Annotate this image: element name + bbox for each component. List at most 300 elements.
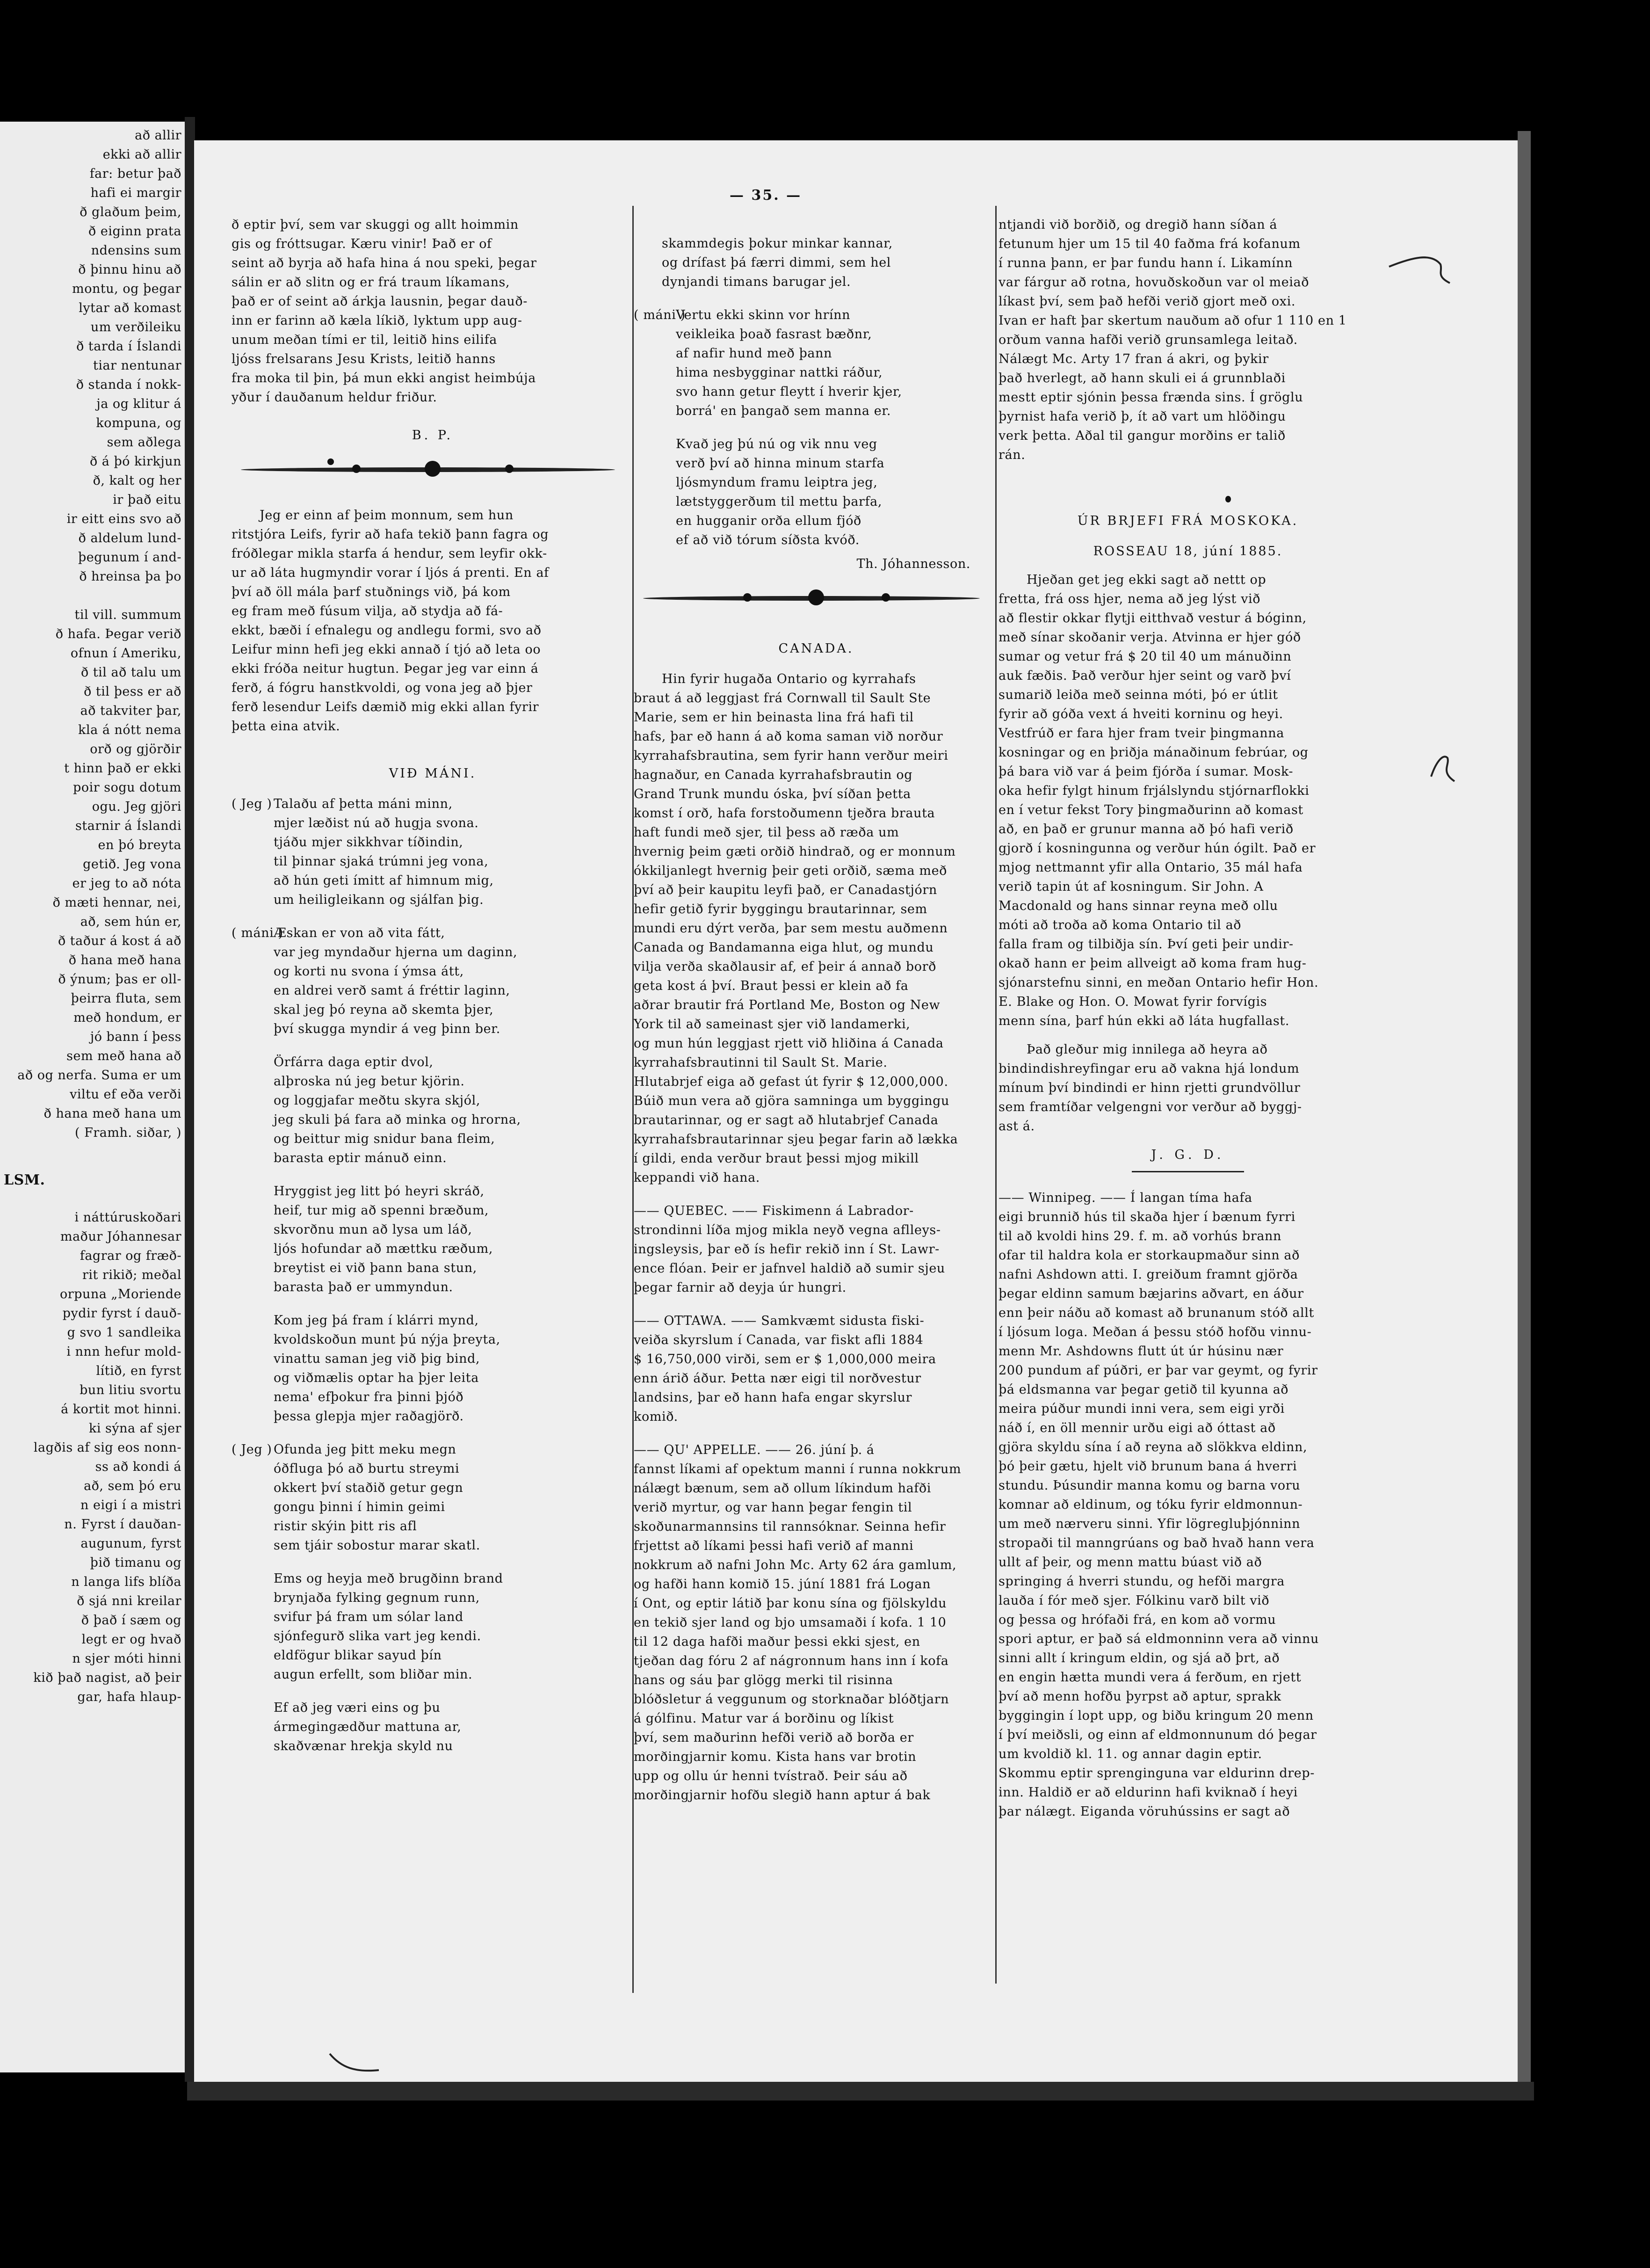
poem-line (232, 1497, 634, 1517)
news-line: til 12 daga hafði maður þessi ekki sjest, en (634, 1635, 920, 1649)
left-page-text-fragment: ofnun í Ameriku, (70, 646, 181, 661)
letter-line: menn sína, þarf hún ekki að láta hugfallast. (999, 1014, 1290, 1028)
news-line: fetunum hjer um 15 til 40 faðma frá kofanum (999, 237, 1301, 251)
news-line: keppandi við hana. (634, 1170, 760, 1185)
news-line: í Ont, og eptir látið þar konu sína og fjölskyldu (634, 1596, 947, 1611)
left-page-text-fragment: ð standa í nokk- (76, 378, 181, 392)
news-line: verið myrtur, og var hann þegar fengin til (634, 1500, 912, 1515)
article-line: ferð, á fógru hanstkvoldi, og vona jeg að þjer (232, 681, 533, 695)
news-line: var fárgur að rotna, hovuðskoðun var ol meiað (999, 275, 1310, 290)
news-line: komið. (634, 1410, 678, 1424)
left-page-text-fragment: ndensins sum (91, 243, 181, 258)
poem-line (232, 1607, 634, 1627)
poem-line (232, 1201, 634, 1220)
ornamental-divider (634, 583, 999, 611)
poem-line (232, 1388, 634, 1407)
article-line: því að öll mála þarf stuðnings við, þá kom (232, 585, 511, 599)
letter-line: okað hann er þeim allveigt að koma fram hug- (999, 956, 1307, 971)
letter-line: en í vetur fekst Tory þingmaðurinn að komast (999, 803, 1303, 817)
stanza-line: og viðmælis optar ha þjer leita (274, 1371, 479, 1385)
stanza-line: borrá' en þangað sem manna er. (676, 404, 891, 418)
stanza-line: að hún geti ímitt af himnum mig, (274, 873, 494, 888)
divider-rule (1132, 1171, 1244, 1172)
stanza-line: Kvað jeg þú nú og vik nnu veg (676, 437, 877, 451)
news-line: menn Mr. Ashdowns flutt út úr húsinu nær (999, 1344, 1284, 1359)
letter-signature: J. G. D. (1151, 1148, 1225, 1162)
stanza-speaker-label: ( máni ) (232, 926, 283, 940)
news-line: í gildi, enda verður braut þessi mjog mikill (634, 1151, 919, 1166)
news-line: það hverlegt, að hann skuli ei á grunnblaði (999, 371, 1286, 385)
poem-line (232, 1149, 634, 1168)
left-page-text-fragment: að, sem þó eru (84, 1479, 181, 1493)
stanza-line: skaðvænar hrekja skyld nu (274, 1739, 453, 1753)
left-page-text-fragment: fagrar og fræð- (80, 1249, 181, 1263)
left-page-text-fragment: ( Framh. siðar, ) (75, 1126, 181, 1140)
stanza-line: skal jeg þó reyna að skemta þjer, (274, 1003, 494, 1017)
spacer (232, 1297, 634, 1311)
news-line: lauða í fór með sjer. Fólkinu varð bilt við (999, 1593, 1270, 1608)
poem-line (232, 1182, 634, 1201)
poem-line (232, 1330, 634, 1349)
poem-line (232, 1091, 634, 1110)
news-line: vilja verða skaðlausir af, ef þeir á annað borð (634, 960, 936, 974)
letter-line: E. Blake og Hon. O. Mowat fyrir forvígis (999, 995, 1267, 1009)
article-line: það er of seint að árkja lausnin, þegar dauð- (232, 294, 528, 309)
news-line: enn árið áður. Þetta nær eigi til norðvestur (634, 1371, 921, 1386)
news-line: í runna þann, er þar fundu hann í. Likamínn (999, 256, 1293, 270)
stanza-line: verð því að hinna minum starfa (676, 456, 885, 471)
news-line: veiða skyrslum í Canada, var fiskt afli 1884 (634, 1333, 924, 1347)
news-line: $ 16,750,000 virði, sem er $ 1,000,000 meira (634, 1352, 936, 1367)
left-page-text-fragment: með hondum, er (73, 1010, 181, 1025)
news-line: skoðunarmannsins til rannsóknar. Seinna hefir (634, 1519, 946, 1534)
left-page-text-fragment: kompuna, og (96, 416, 181, 430)
left-page-text-fragment: ð á þó kirkjun (89, 454, 181, 469)
poem-line (232, 852, 634, 871)
stanza-line: barasta eptir mánuð einn. (274, 1151, 447, 1165)
news-line: landsins, þar eð hann hafa engar skyrslur (634, 1390, 912, 1405)
left-page-text-fragment: ss að kondi á (95, 1460, 181, 1474)
article-line: ferð lesendur Leifs dæmið mig ekki allan fyrir (232, 700, 539, 714)
news-line: eigi brunnið hús til skaða hjer í bænum fyrri (999, 1210, 1295, 1224)
section-title-letter: ÚR BRJEFI FRÁ MOSKOKA. (1077, 514, 1299, 528)
article-line: þetta eina atvik. (232, 719, 340, 734)
poem-line (232, 943, 634, 962)
spacer (232, 492, 634, 506)
news-line: náð í, en öll mennir urðu eigi að óttast að (999, 1421, 1276, 1435)
poem-line (634, 473, 999, 492)
stanza-line: veikleika þoað fasrast bæðnr, (676, 327, 872, 342)
pencil-mark-icon (1426, 744, 1464, 786)
article-line: fróðlegar mikla starfa á hendur, sem leyfir okk- (232, 546, 547, 561)
news-line: ingsleysis, þar eð ís hefir rekið inn í St. Lawr- (634, 1242, 940, 1257)
left-page-text-fragment: ð það í sæm og (81, 1613, 181, 1628)
news-line: kyrrahafsbrautarinnar sjeu þegar farin að lækka (634, 1132, 958, 1147)
left-page-text-fragment: er jeg to að nóta (72, 876, 181, 891)
ornamental-divider (232, 454, 634, 482)
poem-line (232, 1019, 634, 1039)
left-page-text-fragment: bun litiu svortu (80, 1383, 181, 1397)
article-line: sálin er að slitn og er frá traum líkamans, (232, 275, 510, 290)
stanza-line: nema' efþokur fra þinni þjóð (274, 1390, 464, 1404)
letter-line: falla fram og tilbiðja sín. Því geti þeir undir- (999, 937, 1294, 952)
poem-line (232, 1053, 634, 1072)
left-page-text-fragment: far: betur það (89, 167, 181, 181)
left-page-text-fragment: ekki að allir (102, 147, 181, 162)
letter-line: fretta, frá oss hjer, nema að jeg lýst við (999, 592, 1261, 606)
left-page-text-fragment: um verðileiku (90, 320, 181, 334)
left-page-text-fragment: að takviter þar, (80, 704, 181, 718)
news-line: brautarinnar, og er sagt að hlutabrjef Canada (634, 1113, 939, 1127)
news-line: því að menn hofðu þyrpst að aptur, sprakk (999, 1689, 1281, 1704)
spacer (634, 421, 999, 435)
news-line: Canada og Bandamanna eiga hlut, og mundu (634, 940, 934, 955)
news-line: Búið mun vera að gjöra samninga um byggingu (634, 1094, 950, 1108)
spacer (232, 1168, 634, 1182)
spacer (634, 1297, 999, 1311)
letter-line: fyrir að góða vext á hveiti korninu og heyi. (999, 707, 1283, 721)
stanza-line: til þinnar sjaká trúmni jeg vona, (274, 854, 489, 869)
article-line: Jeg er einn af þeim monnum, sem hun (260, 508, 514, 523)
stanza-line: lætstyggerðum til mettu þarfa, (676, 494, 883, 509)
left-page-text-fragment: n. Fyrst í dauðan- (64, 1517, 181, 1532)
spacer (999, 1031, 1377, 1040)
news-line: enn þeir náðu að komast að brunanum stóð allt (999, 1306, 1314, 1320)
news-line: hvernig þeim gæti orðið hindrað, og er monnum (634, 844, 956, 859)
news-line: stundu. Þúsundir manna komu og barna voru (999, 1478, 1301, 1493)
news-line: York til að sameinast sjer við landamerki, (634, 1017, 911, 1032)
left-page-text-fragment: i nnn hefur mold- (66, 1345, 181, 1359)
spacer (999, 465, 1377, 497)
left-page-text-fragment: starnir á Íslandi (75, 819, 181, 833)
stanza-line: ljósmyndum framu leiptra jeg, (676, 475, 878, 490)
left-page-text-fragment: ð tarda í Íslandi (76, 339, 181, 354)
letter-line: mjog nettmannt yfir alla Ontario, 35 mál hafa (999, 860, 1303, 875)
news-line: blóðsletur á veggunum og storknaðar blóðtjarn (634, 1692, 949, 1707)
news-line: ntjandi við borðið, og dregið hann síðan á (999, 218, 1278, 232)
news-line: komst í orð, hafa forstoðumenn tjeðra brauta (634, 806, 935, 821)
section-title-canada: CANADA. (778, 641, 854, 656)
news-line: kyrrahafsbrautina, sem fyrir hann verður meiri (634, 749, 948, 763)
left-page-text-fragment: ir það eitu (113, 493, 181, 507)
divider-dot (425, 461, 441, 477)
letter-line: Það gleður mig innilega að heyra að (1027, 1042, 1268, 1057)
stanza-line: óðfluga þó að burtu streymi (274, 1461, 460, 1476)
news-line: því, sem maðurinn hefði verið að borða er (634, 1730, 914, 1745)
stanza-line: þessa glepja mjer raðagjörð. (274, 1409, 464, 1424)
letter-line: þá bara við var á þeim fjórða í sumar. Mosk- (999, 764, 1294, 779)
news-line: Ivan er haft þar skertum nauðum að ofur 1 110 en 1 (999, 313, 1347, 328)
left-page-text-fragment: kla á nótt nema (78, 723, 181, 737)
poem-line (232, 1110, 634, 1129)
stanza-line: breytist ei við þann bana stun, (274, 1261, 477, 1275)
news-line: í því meiðsli, og einn af eldmonnunum dó þegar (999, 1728, 1317, 1742)
poem-line (634, 531, 999, 550)
stanza-line: Ems og heyja með brugðinn brand (274, 1571, 503, 1586)
stanza-line: og korti nu svona í ýmsa átt, (274, 964, 464, 979)
news-line: gjöra skyldu sína í að reyna að slökkva eldinn, (999, 1440, 1308, 1454)
page-bottom-edge (187, 2082, 1534, 2101)
news-line: mestt eptir sjónin þessa frænda sins. Í gröglu (999, 390, 1303, 405)
news-line: —— QU' APPELLE. —— 26. júní þ. á (634, 1443, 875, 1457)
stanza-line: og beittur mig snidur bana fleim, (274, 1132, 495, 1146)
stanza-line: af nafir hund með þann (676, 346, 832, 361)
letter-dateline: ROSSEAU 18, júní 1885. (1093, 544, 1283, 559)
left-page-text-fragment: ð glaðum þeim, (80, 205, 181, 219)
left-page-text-fragment: þið timanu og (90, 1556, 181, 1570)
news-line: nálægt bænum, sem að ollum líkindum hafði (634, 1481, 931, 1496)
article-line: inn er farinn að kæla líkið, lyktum upp aug- (232, 313, 522, 328)
news-line: haft fundi með sjer, til þess að ræða um (634, 825, 899, 840)
stanza-line: heif, tur mig að spenni bræðum, (274, 1203, 489, 1218)
news-line: strondinni líða mjog mikla neyð vegna aflleys- (634, 1223, 941, 1237)
stanza-line: ljós hofundar að mættku ræðum, (274, 1242, 493, 1256)
stanza-line: augun erfellt, som bliðar min. (274, 1667, 473, 1682)
left-page-text-fragment: orpuna „Moriende (60, 1287, 181, 1301)
article-line: ur að láta hugmyndir vorar í ljós á prenti. En af (232, 566, 549, 580)
article-line: seint að byrja að hafa hina á nou speki, þegar (232, 256, 537, 270)
column-1 (232, 215, 634, 1756)
news-line: inn. Haldið er að eldurinn hafi kviknað í heyi (999, 1785, 1298, 1800)
poem-line (232, 1517, 634, 1536)
stanza-line: Örfárra daga eptir dvol, (274, 1055, 434, 1069)
poem-line: skammdegis þokur minkar kannar, (662, 236, 893, 251)
news-line: ókkiljanlegt hvernig þeir geti orðið, sæma með (634, 864, 947, 878)
stanza-line: og loggjafar meðtu skyra skjól, (274, 1093, 481, 1108)
news-line: sinni allt í kringum eldin, og sjá að þrt, að (999, 1651, 1280, 1665)
article-line: Leifur minn hefi jeg ekki annað í tjó að leta oo (232, 642, 541, 657)
news-line: upp og ollu úr henni tvístrað. Þeir sáu að (634, 1769, 908, 1783)
news-line: og mun hún leggjast rjett við hliðina á Canada (634, 1036, 944, 1051)
left-page-text-fragment: ir eitt eins svo að (66, 512, 181, 526)
left-page-text-fragment: lytar að komast (79, 301, 181, 315)
poem-line (232, 962, 634, 981)
poem-line (232, 1737, 634, 1756)
news-line: morðingjarnir hofðu slegið hann aptur á bak (634, 1788, 931, 1803)
stanza-line: en aldrei verð samt á fréttir laginn, (274, 983, 510, 998)
stanza-line: Ofunda jeg þitt meku megn (274, 1442, 456, 1457)
left-page-text-fragment: getið. Jeg vona (83, 857, 181, 872)
left-page-text-fragment: hafi ei margir (90, 186, 181, 200)
letter-line: verið tapin út af kosningum. Sir John. A (999, 880, 1264, 894)
left-page-text-fragment: ð, kalt og her (93, 473, 181, 488)
left-page-text-fragment: ð hana með hana (68, 953, 181, 967)
news-line: þegar farnir að deyja úr hungri. (634, 1280, 847, 1295)
left-page-text-fragment: augunum, fyrst (80, 1536, 181, 1551)
left-page-text-fragment: rit rikið; meðal (82, 1268, 181, 1282)
poem-line (634, 305, 999, 325)
news-line: —— QUEBEC. —— Fiskimenn á Labrador- (634, 1204, 914, 1218)
news-line: hagnaður, en Canada kyrrahafsbrautin og (634, 768, 913, 782)
stanza-line: var jeg myndaður hjerna um daginn, (274, 945, 518, 960)
stanza-line: mjer læðist nú að hugja svona. (274, 816, 479, 830)
stanza-line: um heiligleikann og sjálfan þig. (274, 893, 484, 907)
stanza-line: eldfögur blikar sayud þín (274, 1648, 442, 1663)
news-line: til að kvoldi hins 29. f. m. að vorhús brann (999, 1229, 1282, 1243)
stanza-line: hima nesbygginar nattki ráður, (676, 365, 883, 380)
news-line: byggingin í lopt upp, og biðu kringum 20 menn (999, 1708, 1314, 1723)
news-line: en tekið sjer land og bjo umsamaði í kofa. 1 10 (634, 1615, 947, 1630)
left-page-text-fragment: ð hafa. Þegar verið (55, 627, 181, 641)
left-page-text-fragment: n eigi í a mistri (80, 1498, 181, 1512)
stanza-line: vinattu saman jeg við þig bind, (274, 1352, 480, 1366)
news-line: í ljósum loga. Meðan á þessu stóð hofðu vinnu- (999, 1325, 1312, 1339)
article-signature: B. P. (412, 428, 454, 443)
left-page-text-fragment: ð aldelum lund- (78, 531, 181, 545)
stanza-line: Ef að jeg væri eins og þu (274, 1701, 441, 1715)
letter-line: að, en það er grunur manna að þó hafi verið (999, 822, 1294, 836)
poem-line (232, 1627, 634, 1646)
news-line: hefir getið fyrir byggingu brautarinnar, sem (634, 902, 927, 916)
poem-line (634, 492, 999, 511)
letter-line: sem framtíðar velgengni vor verður að byggj- (999, 1100, 1302, 1114)
news-line: kyrrahafsbrautinni til Sault St. Marie. (634, 1055, 888, 1070)
page-number: — 35. — (730, 187, 802, 204)
left-page-text-fragment: legt er og hvað (81, 1632, 181, 1647)
poem-line (634, 325, 999, 344)
news-line: hans og sáu þar glögg merki til risinna (634, 1673, 893, 1687)
article-line: ekkt, bæði í efnalegu og andlegu formi, svo að (232, 623, 542, 638)
stanza-line: því skugga myndir á veg þinn ber. (274, 1022, 500, 1036)
left-page-text-fragment: t hinn það er ekki (64, 761, 181, 776)
news-line: þó þeir gætu, hjelt við brunum bana á hverri (999, 1459, 1297, 1474)
left-page-text-fragment: til vill. summum (74, 608, 181, 622)
stanza-line: ármegingædður mattuna ar, (274, 1720, 462, 1734)
left-page-text-fragment: að og nerfa. Suma er um (17, 1068, 181, 1083)
news-line: um með nærveru sinni. Yfir lögregluþjónninn (999, 1517, 1301, 1531)
stanza-line: barasta það er ummyndun. (274, 1280, 453, 1294)
left-page-text-fragment: tiar nentunar (93, 358, 181, 373)
left-page-text-fragment: g svo 1 sandleika (67, 1325, 181, 1340)
letter-line: Hjeðan get jeg ekki sagt að nettt op (1027, 573, 1266, 587)
news-line: líkast því, sem það hefði verið gjort með oxi. (999, 294, 1296, 309)
left-page-text-fragment: pydir fyrst í dauð- (62, 1306, 181, 1321)
news-line: nafni Ashdown atti. I. greiðum framnt gjörða (999, 1267, 1298, 1282)
poem-line: og drífast þá færri dimmi, sem hel (662, 255, 891, 270)
left-page-text-fragment: sem aðlega (107, 435, 181, 450)
article-line: ekki fróða neitur hugtun. Þegar jeg var einn á (232, 662, 539, 676)
news-line: verk þetta. Aðal til gangur morðins er talið (999, 429, 1286, 443)
stanza-line: okkert því staðið getur gegn (274, 1481, 463, 1495)
article-line: ð eptir því, sem var skuggi og allt hoimmin (232, 218, 519, 232)
news-line: þyrnist hafa verið þ, ít að vart um hlöðingu (999, 409, 1286, 424)
poem-line (232, 1129, 634, 1149)
news-line: og þessa og hrófaði frá, en kom að vormu (999, 1613, 1276, 1627)
scan-mark (1225, 496, 1231, 502)
left-page-text-fragment: á kortit mot hinni. (61, 1402, 181, 1417)
left-page-text-fragment: ja og klitur á (96, 397, 181, 411)
news-line: fannst líkami af opektum manni í runna nokkrum (634, 1462, 962, 1476)
stanza-line: ef að við tórum síðsta kvóð. (676, 533, 860, 547)
article-line: gis og fróttsugar. Kæru vinir! Það er of (232, 237, 492, 251)
news-line: þegar eldinn samum bæjarins aðvart, en áður (999, 1287, 1304, 1301)
spacer (634, 1426, 999, 1440)
letter-line: móti að troða að koma Ontario til að (999, 918, 1242, 932)
left-page-text-fragment: viltu ef eða verði (70, 1087, 181, 1102)
news-line: ofar til haldra kola er storkaupmaður sinn að (999, 1248, 1300, 1263)
left-page-text-fragment: i náttúruskoðari (74, 1210, 181, 1225)
scan-mark (327, 458, 334, 465)
news-line: morðingjarnir komu. Kista hans var brotin (634, 1750, 917, 1764)
left-page-fragment (0, 122, 185, 2072)
poem-line (634, 454, 999, 473)
spacer (634, 291, 999, 305)
left-page-text-fragment: ð sjá nni kreilar (77, 1594, 181, 1608)
left-page-text-fragment: lítið, en fyrst (96, 1364, 181, 1378)
poem-line (232, 814, 634, 833)
article-line: fra moka til þin, þá mun ekki angist heimbúja (232, 371, 536, 385)
spacer (232, 1555, 634, 1569)
stanza-line: Æskan er von að vita fátt, (274, 926, 445, 940)
stanza-line: brynjaða fylking gegnum runn, (274, 1591, 480, 1605)
poem-line: dynjandi timans barugar jel. (662, 275, 851, 289)
news-line: stropaði til manngrúans og bað hvað hann vera (999, 1536, 1315, 1550)
poem-line (232, 833, 634, 852)
poem-line (232, 1220, 634, 1239)
poem-line (634, 435, 999, 454)
article-line: yður í dauðanum heldur friður. (232, 390, 437, 405)
left-page-text-fragment: ð taður á kost á að (58, 934, 181, 948)
news-line: meira púður mundi inni vera, sem eigi yrði (999, 1402, 1285, 1416)
left-page-text-fragment: montu, og þegar (72, 282, 181, 296)
news-line: geta kost á því. Braut þessi er klein að fa (634, 979, 909, 993)
poem-line (232, 1278, 634, 1297)
divider-dot (352, 465, 361, 473)
letter-line: mínum því bindindi er hinn rjetti grundvöllur (999, 1081, 1301, 1095)
news-line: Hin fyrir hugaða Ontario og kyrrahafs (662, 672, 916, 686)
poem-line (232, 1258, 634, 1278)
poem-line (232, 1588, 634, 1607)
divider-dot (743, 593, 752, 602)
news-line: Hlutabrjef eiga að gefast út fyrir $ 12,000,000. (634, 1075, 948, 1089)
stanza-line: svifur þá fram um sólar land (274, 1610, 463, 1624)
left-page-text-fragment: ð til þess er að (84, 684, 181, 699)
news-line: springing á hverri stundu, og hefði margra (999, 1574, 1285, 1589)
article-line: ritstjóra Leifs, fyrir að hafa tekið þann fagra og (232, 527, 549, 542)
stanza-line: sem tjáir sobostur marar skatl. (274, 1538, 480, 1553)
poem-line (232, 1459, 634, 1478)
news-line: á gólfinu. Matur var á borðinu og líkist (634, 1711, 894, 1726)
stanza-line: svo hann getur fleytt í hverir kjer, (676, 385, 902, 399)
poem-line (232, 1698, 634, 1717)
left-page-text-fragment: ð til að talu um (80, 665, 181, 680)
spacer (232, 1426, 634, 1440)
stanza-speaker-label: ( máni ) (634, 308, 686, 322)
poem-line (232, 871, 634, 890)
spacer (634, 1187, 999, 1201)
letter-line: sjónarstefnu sinni, en meðan Ontario hefir Hon. (999, 975, 1319, 990)
left-page-text-fragment: að allir (135, 128, 181, 143)
news-line: nokkrum að nafni John Mc. Arty 62 ára gamlum, (634, 1558, 957, 1572)
news-line: —— Winnipeg. —— Í langan tíma hafa (999, 1191, 1252, 1205)
article-line: unum meðan tími er til, leitið hins eilifa (232, 333, 497, 347)
stanza-line: gongu þinni í himin geimi (274, 1500, 445, 1514)
news-line: braut á að leggjast frá Cornwall til Sault Ste (634, 691, 931, 705)
left-page-text-fragment: sem með hana að (66, 1049, 181, 1063)
news-line: því að þeir kaupitu leyfi það, er Canadastjórn (634, 883, 937, 897)
spacer (232, 1039, 634, 1053)
left-page-text-fragment: ð eiginn prata (88, 224, 181, 239)
article-line: ljóss frelsarans Jesu Krists, leitið hanns (232, 352, 496, 366)
left-page-text-fragment: þegunum í and- (78, 550, 181, 565)
stanza-line: kvoldskoðun munt þú nýja þreyta, (274, 1332, 500, 1347)
left-page-text-fragment: n langa lifs blíða (71, 1575, 181, 1589)
poem-line (232, 1000, 634, 1019)
news-line: orðum vanna hafði verið grunsamlega leitað. (999, 333, 1298, 347)
poem-line (232, 1536, 634, 1555)
pencil-mark-icon (327, 2049, 384, 2077)
left-page-text-fragment: en þó breyta (98, 838, 181, 852)
